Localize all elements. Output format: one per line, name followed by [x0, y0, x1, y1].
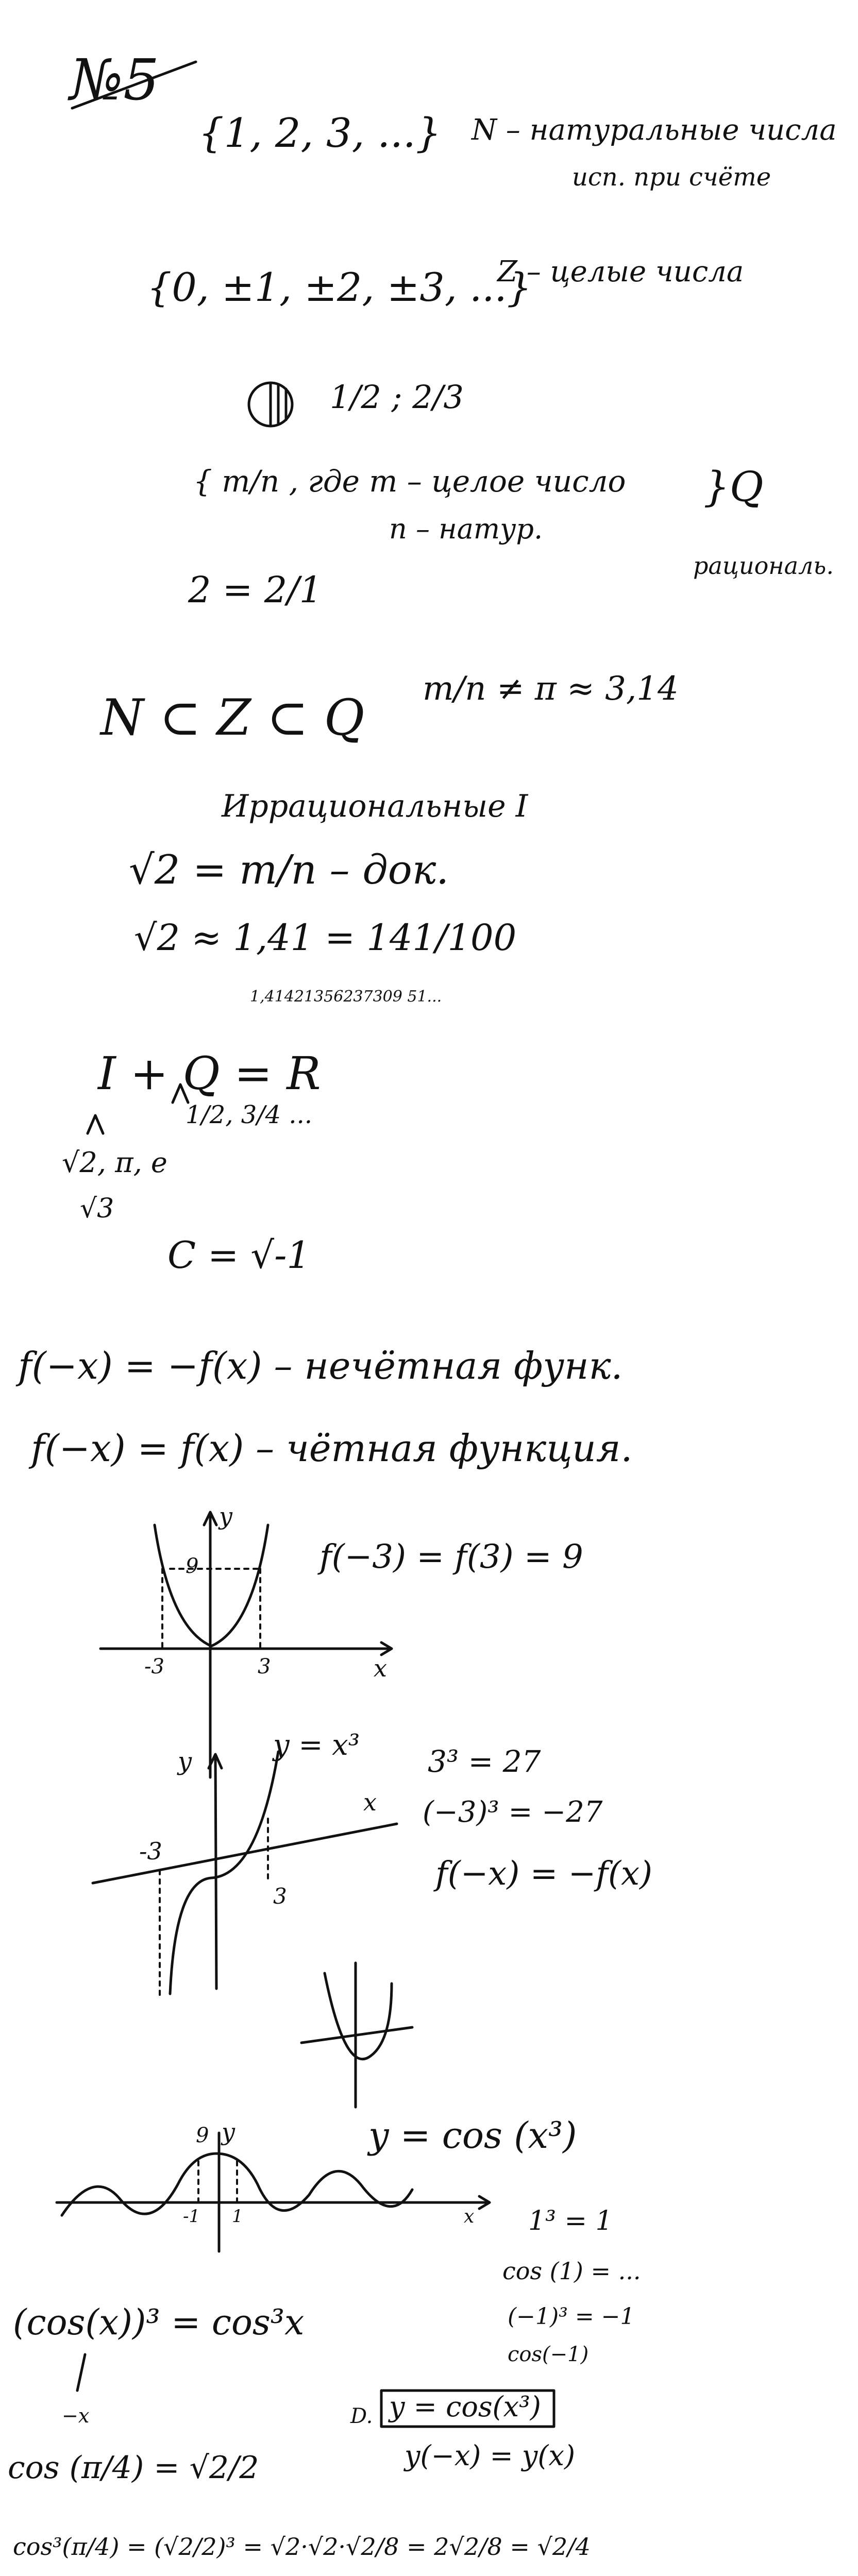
- reals-irrational-examples: √2, π, e: [62, 1146, 167, 1179]
- graph2-x-label: x: [363, 1788, 377, 1816]
- rational-definition-b: n – натур.: [389, 513, 543, 545]
- two-as-fraction: 2 = 2/1: [188, 569, 323, 611]
- cube-example-b: (−3)³ = −27: [423, 1795, 603, 1829]
- reals-sqrt3: √3: [80, 1193, 114, 1224]
- rational-symbol: }Q: [703, 463, 764, 511]
- graph3-minus1-label: -1: [183, 2206, 200, 2227]
- complex-unit: C = √-1: [167, 1233, 311, 1277]
- cos-x3-equation: y = cos (x³): [368, 2114, 577, 2157]
- cos-cubed-pi-over-4: cos³(π/4) = (√2/2)³ = √2·√2·√2/8 = 2√2/8 = √2/4: [13, 2533, 591, 2561]
- page-title: №5: [70, 47, 160, 113]
- graph1-nine-label: 9: [186, 1554, 199, 1578]
- cube-example-a: 3³ = 27: [428, 1744, 541, 1779]
- sqrt2-digits: 1,41421356237309 51...: [250, 988, 442, 1006]
- cos-one: cos (1) = ...: [502, 2257, 641, 2285]
- reals-rational-examples: 1/2, 3/4 ...: [186, 1100, 313, 1129]
- graph3-x-label: x: [464, 2206, 475, 2227]
- cos-neg-one: cos(−1): [508, 2343, 589, 2366]
- irrational-heading: Иррациональные I: [222, 788, 528, 824]
- graph2-cubic: [170, 1752, 278, 1994]
- rational-definition-a: { m/n , где m – целое число: [193, 464, 626, 499]
- boxed-equation: y = cos(x³): [389, 2391, 541, 2423]
- naturals-desc2: исп. при счёте: [572, 163, 771, 192]
- graph2-equation: y = x³: [273, 1728, 360, 1762]
- odd-function-def: f(−x) = −f(x) – нечётная функ.: [18, 1344, 623, 1387]
- integers-desc: Z – целые числа: [497, 255, 744, 289]
- graph1-x-label: x: [374, 1654, 387, 1682]
- graph2-y-axis: [215, 1757, 216, 1989]
- graph2-odd-property: f(−x) = −f(x): [435, 1855, 652, 1893]
- sqrt2-approx: √2 ≈ 1,41 = 141/100: [134, 917, 517, 959]
- cos-cube-identity: (cos(x))³ = cos³x: [13, 2302, 305, 2343]
- pi-note: m/n ≠ π ≈ 3,14: [423, 670, 679, 708]
- integers-set: {0, ±1, ±2, ±3, ...}: [147, 264, 532, 310]
- graph1-three-label: 3: [258, 1655, 271, 1679]
- rational-word: рациональ.: [693, 552, 834, 580]
- neg-one-cubed: (−1)³ = −1: [508, 2303, 635, 2330]
- graph2-x-axis: [93, 1824, 397, 1883]
- naturals-set: {1, 2, 3, ...}: [198, 110, 442, 157]
- graph2-three-label: 3: [273, 1884, 287, 1909]
- graph1-y-label: y: [219, 1502, 232, 1530]
- boxed-label: D.: [350, 2404, 373, 2428]
- graph2-minus3-label: -3: [139, 1837, 162, 1865]
- graph2-y-label: y: [178, 1747, 192, 1776]
- minus-x-note: −x: [62, 2404, 90, 2427]
- even-function-def: f(−x) = f(x) – чётная функция.: [31, 1427, 633, 1470]
- graph1-minus3-label: -3: [144, 1655, 164, 1679]
- graph3-y-label: y: [222, 2118, 235, 2146]
- reals-equation: I + Q = R: [98, 1047, 321, 1100]
- sqrt2-fraction: √2 = m/n – док.: [129, 847, 449, 893]
- fractions-example: 1/2 ; 2/3: [330, 378, 464, 416]
- graph3-one-label: 1: [232, 2206, 243, 2227]
- graph3-nine-label: 9: [196, 2124, 209, 2147]
- y-even-property: y(−x) = y(x): [405, 2439, 576, 2472]
- naturals-desc: N – натуральные числа: [472, 113, 837, 147]
- graph1-equation: f(−3) = f(3) = 9: [319, 1538, 583, 1576]
- set-inclusion: N ⊂ Z ⊂ Q: [100, 689, 365, 747]
- cos-pi-over-4: cos (π/4) = √2/2: [8, 2450, 259, 2486]
- one-cubed: 1³ = 1: [528, 2206, 613, 2236]
